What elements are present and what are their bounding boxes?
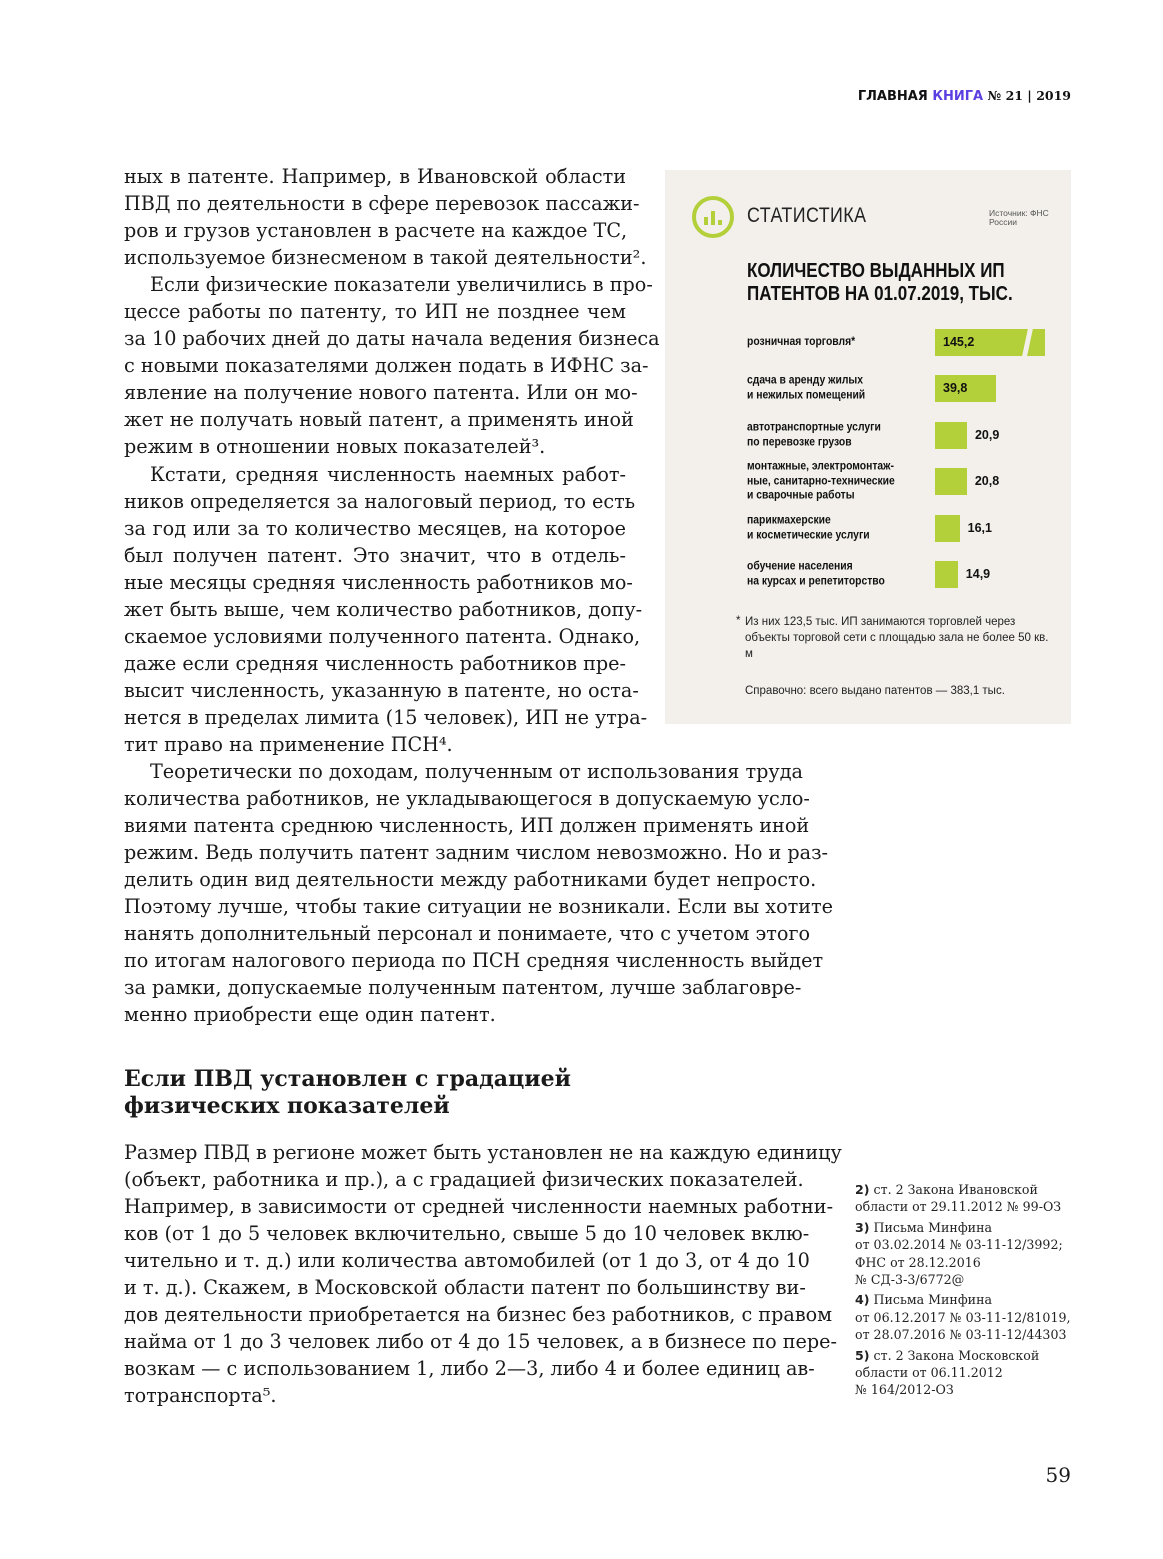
value-label: 39,8 [943,381,968,395]
text-line: возкам — с использованием 1, либо 2—3, либо 4 и более единиц ав- [124,1357,815,1381]
value-label: 14,9 [965,567,991,581]
chart-title-line: ПАТЕНТОВ НА 01.07.2019, ТЫС. [747,283,1013,305]
footnote-item [855,1291,1085,1343]
brand-accent: КНИГА [932,89,984,104]
stats-section-title: СТАТИСТИКА [747,204,867,227]
footnote-number: 5) [855,1347,870,1363]
text-line: ков (от 1 до 5 человек включительно, свыше 5 до 10 человек вклю- [124,1222,810,1246]
footnote-line: № СД-3-3/6772@ [855,1272,965,1288]
chart-row [747,458,1057,504]
value-label: 20,9 [974,428,1000,442]
footnote-line: от 28.07.2016 № 03-11-12/44303 [855,1327,1067,1343]
text-line: нется в пределах лимита (15 человек), ИП не утра- [124,705,648,729]
footnote-text: ст. 2 Закона Московской [873,1347,1040,1363]
footnote-line [855,1291,1085,1308]
footnote-line: от 06.12.2017 № 03-11-12/81019, [855,1309,1071,1325]
category-label-line: автотранспортные услуги [747,421,881,434]
text-line: ров и грузов установлен в расчете на каждое ТС, [124,219,628,243]
body-column-2 [124,758,834,1028]
bar [935,422,967,449]
footnote-text: Из них 123,5 тыс. ИП занимаются торговлей через объекты торговой сети с площадью зала не более 50 кв. м [745,616,1049,660]
text-line: и т. д.). Скажем, в Московской области патент по большинству ви- [124,1276,806,1300]
category-label-line: и сварочные работы [747,489,855,502]
bar [935,515,960,542]
category-label-line: и нежилых помещений [747,389,866,401]
category-label-line: розничная торговля* [747,335,856,348]
heading-line: Если ПВД установлен с градацией [124,1066,571,1092]
footnote-item [855,1181,1085,1216]
footnote-text: ст. 2 Закона Ивановской [873,1182,1038,1197]
text-line: (объект, работника и пр.), а с градацией физических показателей. [124,1168,804,1192]
text-line: ные месяцы средняя численность работников мо- [124,570,633,594]
category-label [747,335,855,350]
text-line: жет не получать новый патент, а применять иной [124,408,634,432]
text-line: жет быть выше, чем количество работников, допу- [124,597,643,621]
bar [935,468,967,495]
text-line: тотранспорта⁵. [124,1384,277,1408]
footnote-line: ФНС от 28.12.2016 [855,1254,981,1270]
text-line: виями патента среднюю численность, ИП должен применять иной [124,814,810,838]
brand-name: ГЛАВНАЯ [857,89,928,104]
chart-row [747,319,1057,365]
statistics-box [665,170,1071,724]
issue-number: № 21 | 2019 [987,88,1071,103]
category-label-line: обучение населения [747,560,853,573]
text-line: чительно и т. д.) или количества автомобилей (от 1 до 3, от 4 до 10 [124,1249,810,1273]
category-label [747,374,865,403]
text-line: Поэтому лучше, чтобы такие ситуации не возникали. Если вы хотите [124,895,834,919]
heading-line: физических показателей [124,1093,450,1119]
chart-title-line: КОЛИЧЕСТВО ВЫДАННЫХ ИП [747,260,1005,282]
text-line: найма от 1 до 3 человек либо от 4 до 15 человек, а в бизнесе по пере- [124,1330,838,1354]
text-line: за рамки, допускаемые полученным патентом, лучше заблаговре- [124,976,802,1000]
chart-reference: Справочно: всего выдано патентов — 383,1 тыс. [745,685,1005,697]
footnote-line: области от 06.11.2012 [855,1365,1003,1381]
footnote-line: области от 29.11.2012 № 99-ОЗ [855,1199,1062,1215]
category-label-line: ные, санитарно-технические [747,474,895,487]
footnote-line: № 164/2012-ОЗ [855,1382,954,1398]
text-line: цессе работы по патенту, то ИП не позднее чем [124,300,626,324]
chart-row [747,551,1057,597]
text-line: используемое бизнесменом в такой деятельности². [124,246,647,270]
value-label: 20,8 [974,474,1000,488]
chart-row [747,505,1057,551]
category-label-line: на курсах и репетиторство [747,575,885,587]
text-line: по итогам налогового периода по ПСН средняя численность выйдет [124,949,824,973]
bar-chart-icon [692,196,734,238]
text-line: был получен патент. Это значит, что в отдель- [124,543,626,567]
footnote-number: 2) [855,1182,870,1197]
text-line: нанять дополнительный персонал и понимаете, что с учетом этого [124,922,811,946]
text-line: явление на получение нового патента. Или он мо- [124,381,638,405]
text-line: скаемое условиями полученного патента. Однако, [124,624,641,648]
footnote-line: от 03.02.2014 № 03-11-12/3992; [855,1237,1063,1253]
category-label [747,560,885,589]
text-line: тит право на применение ПСН⁴. [124,732,453,756]
text-line: Размер ПВД в регионе может быть установлен не на каждую единицу [124,1141,842,1164]
running-header [858,88,1071,104]
text-line: режим в отношении новых показателей³. [124,435,546,459]
category-label-line: сдача в аренду жилых [747,374,864,387]
category-label [747,514,870,543]
section-heading [124,1066,571,1120]
text-line: за год или за то количество месяцев, на которое [124,516,626,540]
stats-source: Источник: ФНС России [989,208,1049,227]
bar [935,561,958,588]
text-line: Кстати, средняя численность наемных работ- [150,462,626,486]
text-line: высит численность, указанную в патенте, но оста- [124,678,639,702]
footnote-marker: * [736,615,741,627]
category-label [747,421,881,450]
text-line: за 10 рабочих дней до даты начала ведения бизнеса [124,327,660,351]
value-label: 16,1 [967,521,992,535]
text-line: Например, в зависимости от средней численности наемных работни- [124,1195,834,1219]
footnote-number: 4) [855,1292,870,1308]
body-column-3 [124,1139,842,1409]
footnote-item [855,1347,1085,1399]
axis-break-mark [1022,327,1034,358]
category-label [747,459,895,503]
footnote-text: Письма Минфина [873,1219,992,1235]
chart-title [747,260,1013,306]
footnote-line [855,1219,1085,1236]
text-line: делить один вид деятельности между работниками будет непросто. [124,868,817,892]
text-line: ПВД по деятельности в сфере перевозок пассажи- [124,192,640,216]
text-line: режим. Ведь получить патент задним числом невозможно. Но и раз- [124,841,829,865]
text-line: Если физические показатели увеличились в про- [150,273,653,297]
text-line: дов деятельности приобретается на бизнес без работников, с правом [124,1303,833,1327]
footnotes [855,1181,1085,1402]
footnote-item [855,1219,1085,1289]
chart-row [747,365,1057,411]
category-label-line: и косметические услуги [747,529,870,541]
chart-footnote [736,614,1055,662]
footnote-line [855,1347,1085,1364]
footnote-text: Письма Минфина [873,1292,992,1308]
category-label-line: парикмахерские [747,514,831,527]
footnote-line [855,1181,1085,1198]
footnote-number: 3) [855,1219,870,1235]
text-line: с новыми показателями должен подать в ИФНС за- [124,354,649,378]
text-line: даже если средняя численность работников пре- [124,651,627,675]
category-label-line: монтажные, электромонтаж- [747,460,894,473]
text-line: ных в патенте. Например, в Ивановской области [124,165,626,188]
text-line: Теоретически по доходам, полученным от использования труда [150,760,803,783]
value-label: 145,2 [943,335,975,349]
category-label-line: по перевозке грузов [747,436,852,448]
text-line: менно приобрести еще один патент. [124,1003,496,1027]
page-number: 59 [1045,1463,1071,1487]
text-line: ников определяется за налоговый период, то есть [124,489,636,513]
body-column-1 [124,163,660,758]
chart-row [747,412,1057,458]
text-line: количества работников, не укладывающегося в допускаемую усло- [124,787,810,811]
